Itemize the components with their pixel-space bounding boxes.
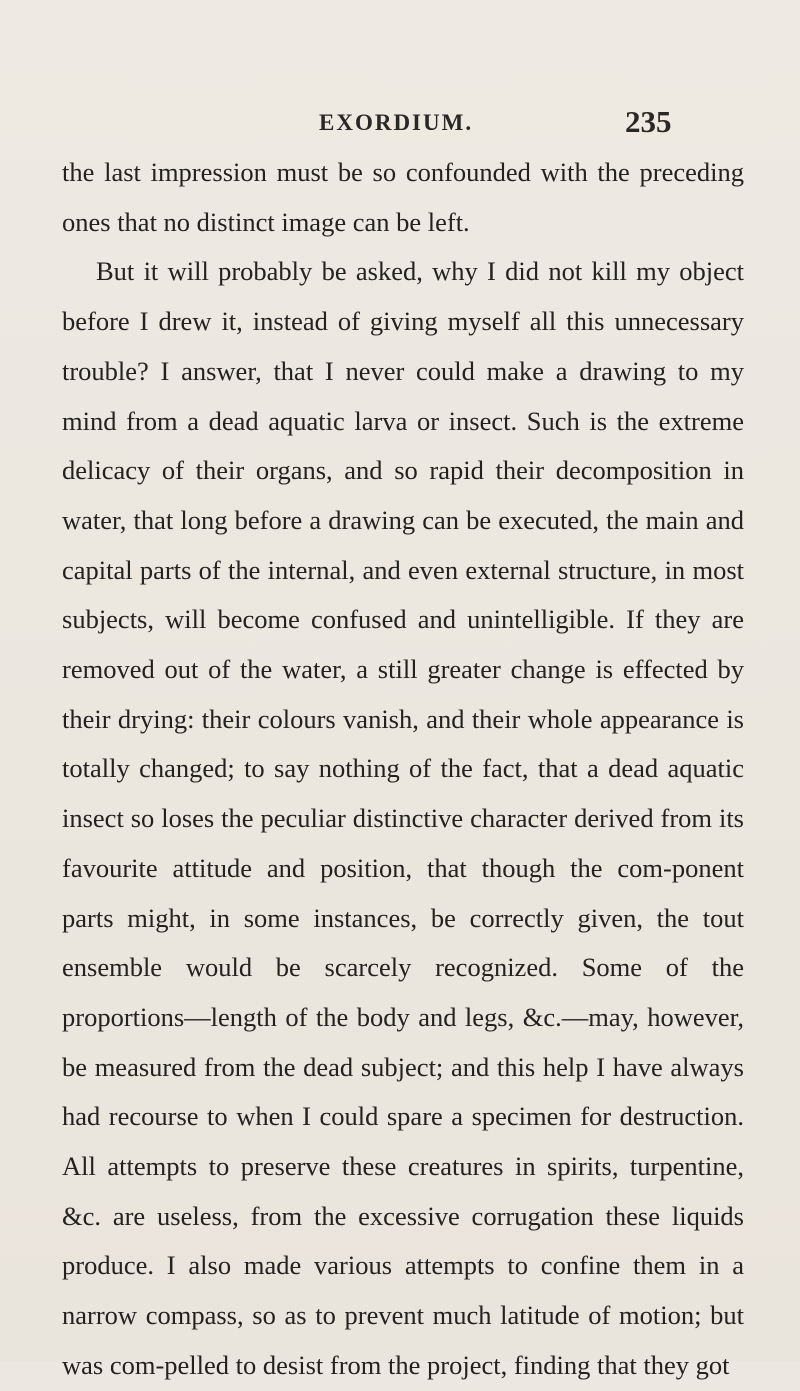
- paragraph: But it will probably be asked, why I did not kill my object before I drew it, instead of giving myself all this unnecessary trouble? I answer, that I never could make a drawing to my mind from a dead aquatic larva or insect. Such is the extreme delicacy of their organs, and so rapid their decomposition in water, that long before a drawing can be executed, the main and capital parts of the internal, and even external structure, in most subjects, will become confused and unintelligible. If they are removed out of the water, a still greater change is effected by their drying: their colours vanish, and their whole appearance is totally changed; to say nothing of the fact, that a dead aquatic insect so loses the peculiar distinctive character derived from its favourite attitude and position, that though the com-ponent parts might, in some instances, be correctly given, the tout ensemble would be scarcely recognized. Some of the proportions—length of the body and legs, &c.—may, however, be measured from the dead subject; and this help I have always had recourse to when I could spare a specimen for destruction. All attempts to preserve these creatures in spirits, turpentine, &c. are useless, from the excessive corrugation these liquids produce. I also made various attempts to confine them in a narrow compass, so as to prevent much latitude of motion; but was com-pelled to desist from the project, finding that they got: [62, 256, 744, 1380]
- running-title: EXORDIUM.: [319, 110, 474, 135]
- running-head: [0, 102, 800, 142]
- body-text: [62, 148, 744, 1391]
- page-number: 235: [625, 104, 672, 139]
- paragraph-continuation: the last impression must be so confounded with the preceding ones that no distinct image can be left.: [62, 157, 744, 237]
